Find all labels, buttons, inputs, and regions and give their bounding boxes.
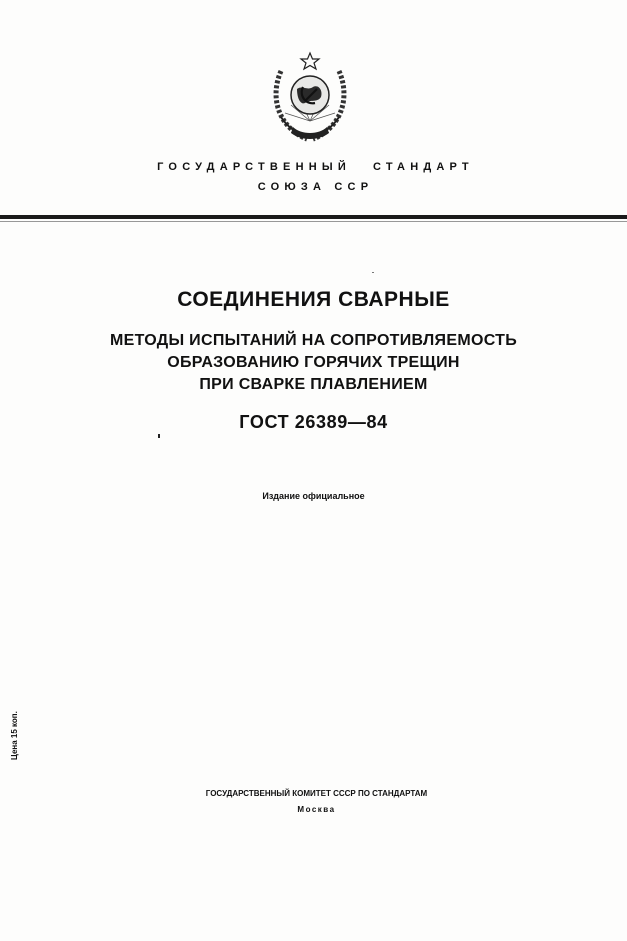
document-title: СОЕДИНЕНИЯ СВАРНЫЕ: [177, 288, 450, 311]
standard-number: ГОСТ 26389—84: [239, 412, 388, 432]
subtitle-line: МЕТОДЫ ИСПЫТАНИЙ НА СОПРОТИВЛЯЕМОСТЬ: [109, 332, 518, 349]
subtitle-line: ПРИ СВАРКЕ ПЛАВЛЕНИЕМ: [199, 376, 428, 393]
edition-label: Издание официальное: [262, 491, 365, 501]
document-subtitle: [0, 330, 627, 396]
publisher-name: ГОСУДАРСТВЕННЫЙ КОМИТЕТ СССР ПО СТАНДАРТАМ: [205, 789, 428, 798]
header-line-2: СОЮЗА ССР: [257, 181, 374, 193]
print-speck: [158, 434, 160, 438]
print-speck: [372, 272, 374, 273]
publisher-city: Москва: [297, 805, 336, 814]
price-label: Цена 15 коп.: [10, 711, 19, 760]
header-state-word: ГОСУДАРСТВЕННЫЙ: [157, 161, 351, 173]
ussr-state-emblem-icon: [271, 51, 349, 143]
header-standard-word: СТАНДАРТ: [372, 161, 474, 173]
header-divider: [0, 215, 627, 219]
subtitle-line: ОБРАЗОВАНИЮ ГОРЯЧИХ ТРЕЩИН: [167, 354, 460, 371]
header-line-1: [0, 161, 627, 173]
header-divider-thin: [0, 221, 627, 222]
